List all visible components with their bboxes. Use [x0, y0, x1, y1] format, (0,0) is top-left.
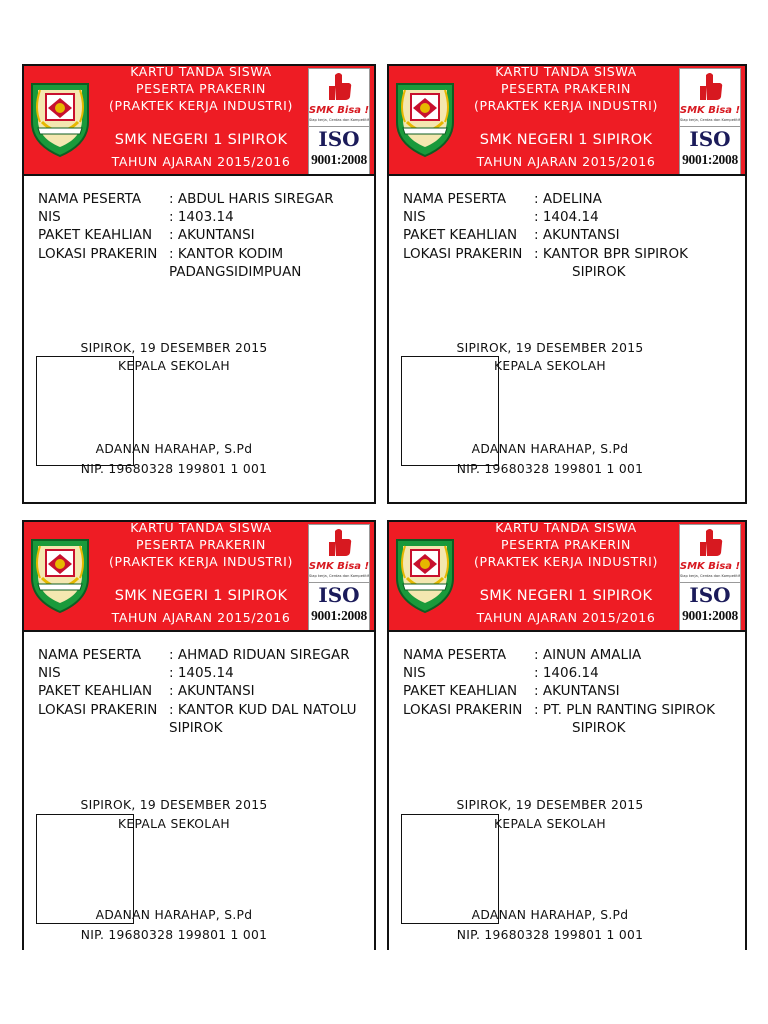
sign-nip: NIP. 19680328 199801 1 001 — [456, 462, 644, 476]
value-location: : KANTOR BPR SIPIROK — [534, 245, 688, 262]
academic-year: TAHUN AJARAN 2015/2016 — [476, 610, 656, 625]
value-nis: : 1404.14 — [534, 209, 599, 226]
sign-role: KEPALA SEKOLAH — [494, 817, 606, 831]
card-header — [389, 66, 745, 176]
card-program: (PRAKTEK KERJA INDUSTRI) — [474, 98, 658, 113]
iso-certificate — [680, 126, 740, 174]
label-skill: PAKET KEAHLIAN — [403, 227, 518, 244]
value-location-cont: PADANGSIDIMPUAN — [169, 263, 302, 280]
sign-nip: NIP. 19680328 199801 1 001 — [80, 462, 268, 476]
label-name: NAMA PESERTA — [38, 647, 142, 663]
label-name: NAMA PESERTA — [403, 647, 507, 663]
sign-place-date: SIPIROK, 19 DESEMBER 2015 — [80, 341, 268, 355]
card-subtitle: PESERTA PRAKERIN — [136, 81, 266, 96]
school-emblem-icon — [28, 78, 92, 158]
smk-iso-badge — [308, 68, 370, 174]
value-nis: : 1405.14 — [169, 665, 234, 682]
value-skill: : AKUNTANSI — [169, 227, 255, 244]
smk-bisa-logo-icon — [680, 69, 740, 125]
card-program: (PRAKTEK KERJA INDUSTRI) — [109, 98, 293, 113]
label-nis: NIS — [38, 209, 61, 226]
sign-name: ADANAN HARAHAP, S.Pd — [471, 908, 629, 922]
value-location: : PT. PLN RANTING SIPIROK — [534, 701, 716, 718]
value-skill: : AKUNTANSI — [534, 227, 620, 244]
student-card-2 — [387, 64, 747, 504]
label-nis: NIS — [403, 665, 426, 682]
label-nis: NIS — [38, 665, 61, 682]
svg-text:Siap kerja, Cerdas dan Kompeti: Siap kerja, Cerdas dan Kompetitif — [680, 574, 740, 578]
iso-title: ISO — [318, 127, 360, 151]
svg-text:Siap kerja, Cerdas dan Kompeti: Siap kerja, Cerdas dan Kompetitif — [309, 574, 369, 578]
label-skill: PAKET KEAHLIAN — [38, 227, 153, 244]
school-emblem-icon — [393, 78, 457, 158]
smk-iso-badge — [679, 524, 741, 630]
iso-number: 9001:2008 — [311, 608, 367, 623]
value-name: : AINUN AMALIA — [534, 647, 642, 663]
school-name: SMK NEGERI 1 SIPIROK — [114, 132, 288, 148]
card-subtitle: PESERTA PRAKERIN — [501, 81, 631, 96]
iso-certificate — [680, 582, 740, 630]
value-location: : KANTOR KUD DAL NATOLU — [169, 701, 357, 718]
label-location: LOKASI PRAKERIN — [403, 245, 523, 262]
iso-certificate — [309, 582, 369, 630]
iso-number: 9001:2008 — [682, 152, 738, 167]
card-title: KARTU TANDA SISWA — [495, 520, 637, 535]
label-location: LOKASI PRAKERIN — [38, 245, 158, 262]
value-skill: : AKUNTANSI — [534, 683, 620, 700]
sign-nip: NIP. 19680328 199801 1 001 — [456, 928, 644, 942]
sign-place-date: SIPIROK, 19 DESEMBER 2015 — [80, 798, 268, 812]
iso-number: 9001:2008 — [311, 152, 367, 167]
card-title: KARTU TANDA SISWA — [130, 520, 272, 535]
iso-title: ISO — [689, 583, 731, 607]
sign-role: KEPALA SEKOLAH — [118, 359, 230, 373]
iso-certificate — [309, 126, 369, 174]
label-location: LOKASI PRAKERIN — [403, 701, 523, 718]
value-nis: : 1406.14 — [534, 665, 599, 682]
value-skill: : AKUNTANSI — [169, 683, 255, 700]
school-emblem-icon — [28, 534, 92, 614]
smk-iso-badge — [679, 68, 741, 174]
sign-role: KEPALA SEKOLAH — [118, 817, 230, 831]
student-card-4 — [387, 520, 747, 950]
smk-bisa-logo-icon — [309, 69, 369, 125]
iso-number: 9001:2008 — [682, 608, 738, 623]
value-location-cont: SIPIROK — [169, 719, 223, 736]
iso-title: ISO — [689, 127, 731, 151]
value-name: : AHMAD RIDUAN SIREGAR — [169, 647, 350, 663]
value-name: : ABDUL HARIS SIREGAR — [169, 191, 334, 207]
smk-iso-badge — [308, 524, 370, 630]
sign-nip: NIP. 19680328 199801 1 001 — [80, 928, 268, 942]
label-name: NAMA PESERTA — [38, 191, 142, 207]
iso-title: ISO — [318, 583, 360, 607]
student-card-1 — [22, 64, 376, 504]
svg-text:SMK Bisa !: SMK Bisa ! — [309, 105, 369, 116]
label-name: NAMA PESERTA — [403, 191, 507, 207]
label-location: LOKASI PRAKERIN — [38, 701, 158, 718]
academic-year: TAHUN AJARAN 2015/2016 — [111, 154, 291, 169]
svg-text:SMK Bisa !: SMK Bisa ! — [680, 105, 740, 116]
card-title: KARTU TANDA SISWA — [495, 64, 637, 79]
card-program: (PRAKTEK KERJA INDUSTRI) — [109, 554, 293, 569]
svg-text:SMK Bisa !: SMK Bisa ! — [680, 561, 740, 572]
sign-role: KEPALA SEKOLAH — [494, 359, 606, 373]
value-location-cont: SIPIROK — [572, 263, 626, 280]
label-nis: NIS — [403, 209, 426, 226]
svg-text:SMK Bisa !: SMK Bisa ! — [309, 561, 369, 572]
value-location: : KANTOR KODIM — [169, 245, 284, 262]
academic-year: TAHUN AJARAN 2015/2016 — [111, 610, 291, 625]
svg-text:Siap kerja, Cerdas dan Kompeti: Siap kerja, Cerdas dan Kompetitif — [680, 118, 740, 122]
value-location-cont: SIPIROK — [572, 719, 626, 736]
value-name: : ADELINA — [534, 191, 602, 207]
card-header — [24, 522, 374, 632]
smk-bisa-logo-icon — [309, 525, 369, 581]
label-skill: PAKET KEAHLIAN — [403, 683, 518, 700]
card-subtitle: PESERTA PRAKERIN — [501, 537, 631, 552]
card-header — [389, 522, 745, 632]
academic-year: TAHUN AJARAN 2015/2016 — [476, 154, 656, 169]
sign-place-date: SIPIROK, 19 DESEMBER 2015 — [456, 798, 644, 812]
school-name: SMK NEGERI 1 SIPIROK — [479, 132, 653, 148]
sign-name: ADANAN HARAHAP, S.Pd — [471, 442, 629, 456]
value-nis: : 1403.14 — [169, 209, 234, 226]
card-header — [24, 66, 374, 176]
sign-name: ADANAN HARAHAP, S.Pd — [95, 908, 253, 922]
school-emblem-icon — [393, 534, 457, 614]
student-card-3 — [22, 520, 376, 950]
smk-bisa-logo-icon — [680, 525, 740, 581]
card-title: KARTU TANDA SISWA — [130, 64, 272, 79]
card-program: (PRAKTEK KERJA INDUSTRI) — [474, 554, 658, 569]
svg-text:Siap kerja, Cerdas dan Kompeti: Siap kerja, Cerdas dan Kompetitif — [309, 118, 369, 122]
sign-place-date: SIPIROK, 19 DESEMBER 2015 — [456, 341, 644, 355]
school-name: SMK NEGERI 1 SIPIROK — [479, 588, 653, 604]
school-name: SMK NEGERI 1 SIPIROK — [114, 588, 288, 604]
card-subtitle: PESERTA PRAKERIN — [136, 537, 266, 552]
label-skill: PAKET KEAHLIAN — [38, 683, 153, 700]
sign-name: ADANAN HARAHAP, S.Pd — [95, 442, 253, 456]
